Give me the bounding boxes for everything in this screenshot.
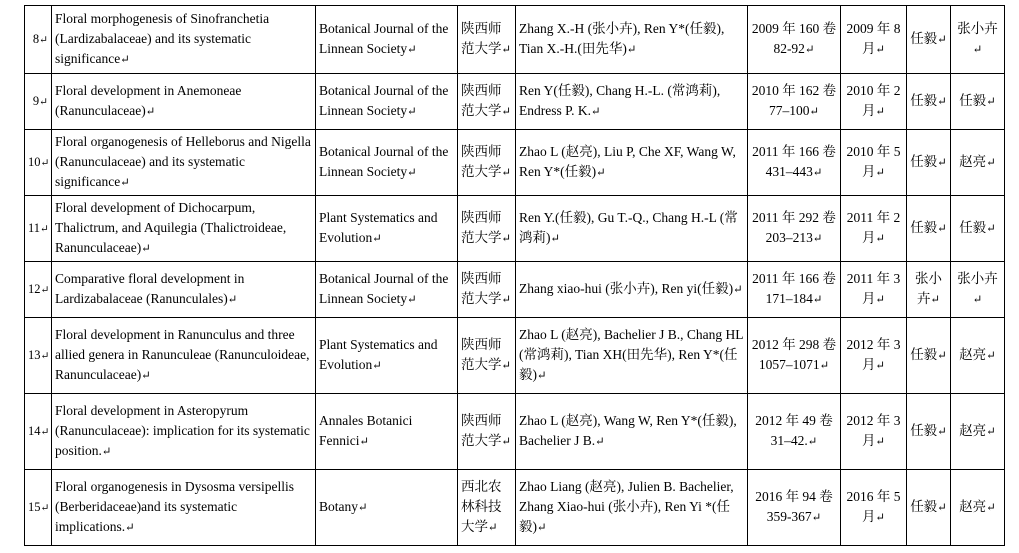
paragraph-mark-icon: ↵ bbox=[937, 223, 947, 235]
institution-cell bbox=[458, 470, 516, 546]
corresponding-author-cell bbox=[907, 196, 951, 262]
paragraph-mark-icon: ↵ bbox=[501, 294, 512, 306]
paragraph-mark-icon: ↵ bbox=[407, 44, 417, 56]
institution: 陕西师范大学 bbox=[461, 144, 502, 179]
paragraph-mark-icon: ↵ bbox=[875, 294, 886, 306]
institution-cell bbox=[458, 196, 516, 262]
corresponding-author-cell bbox=[907, 130, 951, 196]
paragraph-mark-icon: ↵ bbox=[537, 370, 547, 382]
first-author-cell bbox=[951, 74, 1005, 130]
corresponding-author-cell bbox=[907, 318, 951, 394]
authors-cell bbox=[516, 74, 748, 130]
first-author: 张小卉 bbox=[957, 21, 998, 36]
paragraph-mark-icon: ↵ bbox=[501, 436, 512, 448]
paragraph-mark-icon: ↵ bbox=[372, 360, 382, 372]
table-body bbox=[25, 6, 1005, 546]
table-row bbox=[25, 130, 1005, 196]
institution: 陕西师范大学 bbox=[461, 210, 502, 245]
paragraph-mark-icon: ↵ bbox=[875, 44, 886, 56]
paragraph-mark-icon: ↵ bbox=[819, 360, 830, 372]
paragraph-mark-icon: ↵ bbox=[986, 157, 996, 169]
institution: 陕西师范大学 bbox=[461, 271, 502, 306]
institution-cell bbox=[458, 74, 516, 130]
volume-pages-cell bbox=[748, 262, 841, 318]
paragraph-mark-icon: ↵ bbox=[986, 350, 996, 362]
table-row bbox=[25, 394, 1005, 470]
publication-date: 2010 年 2 月 bbox=[846, 83, 901, 118]
authors-cell bbox=[516, 394, 748, 470]
authors: Zhao Liang (赵亮), Julien B. Bachelier, Zhang Xiao-hui (张小卉), Ren Yi *(任毅) bbox=[519, 479, 734, 534]
publication-date-cell bbox=[841, 394, 907, 470]
paragraph-mark-icon: ↵ bbox=[733, 284, 743, 296]
first-author: 任毅 bbox=[959, 220, 987, 235]
row-number: 12 bbox=[28, 281, 41, 296]
authors-cell bbox=[516, 130, 748, 196]
volume-pages: 2011 年 292 卷 203–213 bbox=[752, 210, 836, 245]
publication-date: 2012 年 3 月 bbox=[846, 337, 901, 372]
publication-date-cell bbox=[841, 74, 907, 130]
corresponding-author: 任毅 bbox=[910, 499, 938, 514]
institution: 陕西师范大学 bbox=[461, 337, 502, 372]
paragraph-mark-icon: ↵ bbox=[875, 167, 886, 179]
corresponding-author-cell bbox=[907, 6, 951, 74]
journal-name: Botanical Journal of the Linnean Society bbox=[319, 144, 449, 179]
volume-pages: 2016 年 94 卷 359-367 bbox=[755, 489, 833, 524]
paragraph-mark-icon: ↵ bbox=[937, 502, 947, 514]
row-number: 9 bbox=[32, 93, 40, 108]
paragraph-mark-icon: ↵ bbox=[937, 350, 947, 362]
paragraph-mark-icon: ↵ bbox=[141, 370, 151, 382]
paragraph-mark-icon: ↵ bbox=[501, 233, 512, 245]
paragraph-mark-icon: ↵ bbox=[937, 34, 947, 46]
paragraph-mark-icon: ↵ bbox=[145, 106, 156, 118]
publication-date: 2010 年 5 月 bbox=[846, 144, 901, 179]
paragraph-mark-icon: ↵ bbox=[372, 233, 382, 245]
paragraph-mark-icon: ↵ bbox=[596, 167, 606, 179]
journal-name: Plant Systematics and Evolution bbox=[319, 337, 438, 372]
paragraph-mark-icon: ↵ bbox=[501, 44, 512, 56]
volume-pages-cell bbox=[748, 6, 841, 74]
paragraph-mark-icon: ↵ bbox=[875, 436, 886, 448]
publication-date-cell bbox=[841, 196, 907, 262]
corresponding-author: 任毅 bbox=[910, 347, 938, 362]
authors-cell bbox=[516, 6, 748, 74]
paper-title: Comparative floral development in Lardizabalaceae (Ranunculales) bbox=[55, 271, 245, 306]
paragraph-mark-icon: ↵ bbox=[488, 522, 498, 534]
row-number: 13 bbox=[28, 347, 41, 362]
paragraph-mark-icon: ↵ bbox=[972, 44, 983, 56]
authors: Zhao L (赵亮), Bachelier J B., Chang HL (常鸿莉), Tian XH(田先华), Ren Y*(任毅) bbox=[519, 327, 743, 382]
institution-cell bbox=[458, 130, 516, 196]
first-author-cell bbox=[951, 130, 1005, 196]
row-number-cell bbox=[25, 394, 52, 470]
publication-date-cell bbox=[841, 262, 907, 318]
publication-date: 2011 年 3 月 bbox=[846, 271, 901, 306]
paragraph-mark-icon: ↵ bbox=[40, 502, 50, 514]
journal-name-cell bbox=[316, 318, 458, 394]
paper-title-cell bbox=[52, 196, 316, 262]
row-number-cell bbox=[25, 6, 52, 74]
paragraph-mark-icon: ↵ bbox=[39, 34, 48, 46]
paper-title-cell bbox=[52, 130, 316, 196]
volume-pages-cell bbox=[748, 470, 841, 546]
journal-name: Botanical Journal of the Linnean Society bbox=[319, 271, 449, 306]
volume-pages: 2010 年 162 卷 77–100 bbox=[751, 83, 837, 118]
journal-name-cell bbox=[316, 196, 458, 262]
volume-pages: 2012 年 298 卷 1057–1071 bbox=[751, 337, 837, 372]
paragraph-mark-icon: ↵ bbox=[501, 167, 512, 179]
paragraph-mark-icon: ↵ bbox=[875, 106, 886, 118]
first-author: 赵亮 bbox=[959, 423, 987, 438]
journal-name-cell bbox=[316, 74, 458, 130]
table-row bbox=[25, 196, 1005, 262]
paragraph-mark-icon: ↵ bbox=[407, 106, 417, 118]
corresponding-author: 任毅 bbox=[910, 93, 938, 108]
paragraph-mark-icon: ↵ bbox=[501, 106, 512, 118]
paragraph-mark-icon: ↵ bbox=[809, 106, 820, 118]
paragraph-mark-icon: ↵ bbox=[227, 294, 238, 306]
paragraph-mark-icon: ↵ bbox=[812, 233, 823, 245]
table-row bbox=[25, 74, 1005, 130]
paragraph-mark-icon: ↵ bbox=[875, 512, 886, 524]
paragraph-mark-icon: ↵ bbox=[359, 436, 370, 448]
first-author: 赵亮 bbox=[959, 347, 987, 362]
journal-name: Annales Botanici Fennici bbox=[319, 413, 413, 448]
paper-title: Floral organogenesis of Helleborus and Nigella (Ranunculaceae) and its systematic significance bbox=[55, 134, 311, 189]
journal-name-cell bbox=[316, 470, 458, 546]
publication-date: 2011 年 2 月 bbox=[846, 210, 901, 245]
paper-title-cell bbox=[52, 262, 316, 318]
publication-date: 2016 年 5 月 bbox=[846, 489, 901, 524]
paragraph-mark-icon: ↵ bbox=[101, 446, 112, 458]
paragraph-mark-icon: ↵ bbox=[40, 284, 50, 296]
paragraph-mark-icon: ↵ bbox=[40, 426, 50, 438]
paragraph-mark-icon: ↵ bbox=[595, 436, 605, 448]
paragraph-mark-icon: ↵ bbox=[804, 44, 815, 56]
paper-title-cell bbox=[52, 470, 316, 546]
authors: Zhang X.-H (张小卉), Ren Y*(任毅), Tian X.-H.(田先华) bbox=[519, 21, 725, 56]
paragraph-mark-icon: ↵ bbox=[972, 294, 983, 306]
volume-pages: 2012 年 49 卷 31–42. bbox=[755, 413, 833, 448]
first-author: 赵亮 bbox=[959, 499, 987, 514]
paragraph-mark-icon: ↵ bbox=[141, 243, 151, 255]
institution: 西北农林科技大学 bbox=[461, 479, 502, 534]
paragraph-mark-icon: ↵ bbox=[40, 350, 50, 362]
table-row bbox=[25, 262, 1005, 318]
paragraph-mark-icon: ↵ bbox=[875, 360, 886, 372]
paragraph-mark-icon: ↵ bbox=[591, 106, 601, 118]
row-number: 14 bbox=[28, 423, 41, 438]
paragraph-mark-icon: ↵ bbox=[812, 167, 823, 179]
paragraph-mark-icon: ↵ bbox=[537, 522, 547, 534]
journal-name-cell bbox=[316, 394, 458, 470]
authors-cell bbox=[516, 196, 748, 262]
paragraph-mark-icon: ↵ bbox=[875, 233, 886, 245]
institution-cell bbox=[458, 262, 516, 318]
paragraph-mark-icon: ↵ bbox=[986, 426, 996, 438]
authors: Zhao L (赵亮), Liu P, Che XF, Wang W, Ren Y*(任毅) bbox=[519, 144, 736, 179]
table-row bbox=[25, 318, 1005, 394]
row-number-cell bbox=[25, 470, 52, 546]
publication-date: 2012 年 3 月 bbox=[846, 413, 901, 448]
institution-cell bbox=[458, 394, 516, 470]
row-number-cell bbox=[25, 196, 52, 262]
publication-date-cell bbox=[841, 470, 907, 546]
paper-title: Floral development in Ranunculus and three allied genera in Ranunculeae (Ranunculoideae, Ranunculaceae) bbox=[55, 327, 310, 382]
corresponding-author-cell bbox=[907, 394, 951, 470]
row-number-cell bbox=[25, 74, 52, 130]
paragraph-mark-icon: ↵ bbox=[407, 294, 417, 306]
paper-title-cell bbox=[52, 394, 316, 470]
paper-title-cell bbox=[52, 74, 316, 130]
table-row bbox=[25, 6, 1005, 74]
institution-cell bbox=[458, 318, 516, 394]
paper-title: Floral development in Anemoneae (Ranunculaceae) bbox=[55, 83, 242, 118]
authors-cell bbox=[516, 262, 748, 318]
paper-title: Floral morphogenesis of Sinofranchetia (Lardizabalaceae) and its systematic significance bbox=[55, 11, 270, 66]
first-author-cell bbox=[951, 196, 1005, 262]
first-author-cell bbox=[951, 6, 1005, 74]
corresponding-author: 任毅 bbox=[910, 220, 938, 235]
volume-pages-cell bbox=[748, 74, 841, 130]
paragraph-mark-icon: ↵ bbox=[120, 54, 130, 66]
volume-pages-cell bbox=[748, 196, 841, 262]
table-row bbox=[25, 470, 1005, 546]
corresponding-author-cell bbox=[907, 262, 951, 318]
first-author-cell bbox=[951, 470, 1005, 546]
corresponding-author: 张小卉 bbox=[915, 271, 942, 306]
corresponding-author-cell bbox=[907, 74, 951, 130]
corresponding-author: 任毅 bbox=[910, 31, 938, 46]
paragraph-mark-icon: ↵ bbox=[986, 96, 996, 108]
authors: Zhang xiao-hui (张小卉), Ren yi(任毅) bbox=[519, 281, 734, 296]
volume-pages: 2011 年 166 卷 431–443 bbox=[752, 144, 836, 179]
row-number-cell bbox=[25, 318, 52, 394]
paper-title-cell bbox=[52, 6, 316, 74]
row-number: 11 bbox=[28, 220, 41, 235]
paper-title: Floral organogenesis in Dysosma versipellis (Berberidaceae)and its systematic implications. bbox=[55, 479, 294, 534]
corresponding-author-cell bbox=[907, 470, 951, 546]
first-author-cell bbox=[951, 394, 1005, 470]
row-number: 15 bbox=[28, 499, 41, 514]
institution-cell bbox=[458, 6, 516, 74]
authors: Ren Y.(任毅), Gu T.-Q., Chang H.-L (常鸿莉) bbox=[519, 210, 738, 245]
row-number: 8 bbox=[32, 31, 40, 46]
paragraph-mark-icon: ↵ bbox=[986, 223, 996, 235]
journal-name: Botanical Journal of the Linnean Society bbox=[319, 21, 449, 56]
institution: 陕西师范大学 bbox=[461, 83, 502, 118]
paragraph-mark-icon: ↵ bbox=[937, 426, 947, 438]
journal-name-cell bbox=[316, 262, 458, 318]
journal-name: Botanical Journal of the Linnean Society bbox=[319, 83, 449, 118]
first-author-cell bbox=[951, 318, 1005, 394]
paper-title: Floral development in Asteropyrum (Ranunculaceae): implication for its systematic position. bbox=[55, 403, 310, 458]
journal-name-cell bbox=[316, 6, 458, 74]
first-author: 张小卉 bbox=[957, 271, 998, 286]
paragraph-mark-icon: ↵ bbox=[986, 502, 996, 514]
journal-name: Botany bbox=[319, 499, 358, 514]
volume-pages: 2011 年 166 卷 171–184 bbox=[752, 271, 836, 306]
publication-date-cell bbox=[841, 130, 907, 196]
paragraph-mark-icon: ↵ bbox=[39, 96, 48, 108]
publication-table bbox=[24, 5, 1005, 546]
first-author-cell bbox=[951, 262, 1005, 318]
paragraph-mark-icon: ↵ bbox=[811, 512, 822, 524]
paragraph-mark-icon: ↵ bbox=[937, 157, 947, 169]
paragraph-mark-icon: ↵ bbox=[501, 360, 512, 372]
publication-date-cell bbox=[841, 6, 907, 74]
row-number-cell bbox=[25, 130, 52, 196]
paragraph-mark-icon: ↵ bbox=[807, 436, 818, 448]
row-number-cell bbox=[25, 262, 52, 318]
volume-pages-cell bbox=[748, 130, 841, 196]
paragraph-mark-icon: ↵ bbox=[930, 294, 941, 306]
journal-name: Plant Systematics and Evolution bbox=[319, 210, 438, 245]
authors: Zhao L (赵亮), Wang W, Ren Y*(任毅), Bachelier J B. bbox=[519, 413, 737, 448]
authors-cell bbox=[516, 470, 748, 546]
corresponding-author: 任毅 bbox=[910, 154, 938, 169]
journal-name-cell bbox=[316, 130, 458, 196]
paragraph-mark-icon: ↵ bbox=[40, 157, 50, 169]
publication-date-cell bbox=[841, 318, 907, 394]
publication-date: 2009 年 8 月 bbox=[846, 21, 901, 56]
paper-title: Floral development of Dichocarpum, Thalictrum, and Aquilegia (Thalictroideae, Ranunculaceae) bbox=[55, 200, 287, 255]
volume-pages-cell bbox=[748, 318, 841, 394]
paragraph-mark-icon: ↵ bbox=[812, 294, 823, 306]
row-number: 10 bbox=[28, 154, 41, 169]
institution: 陕西师范大学 bbox=[461, 21, 502, 56]
authors-cell bbox=[516, 318, 748, 394]
first-author: 赵亮 bbox=[959, 154, 987, 169]
paragraph-mark-icon: ↵ bbox=[407, 167, 417, 179]
paper-title-cell bbox=[52, 318, 316, 394]
volume-pages-cell bbox=[748, 394, 841, 470]
paragraph-mark-icon: ↵ bbox=[358, 502, 368, 514]
volume-pages: 2009 年 160 卷 82-92 bbox=[751, 21, 837, 56]
paragraph-mark-icon: ↵ bbox=[937, 96, 947, 108]
institution: 陕西师范大学 bbox=[461, 413, 502, 448]
authors: Ren Y(任毅), Chang H.-L. (常鸿莉), Endress P. K. bbox=[519, 83, 721, 118]
paragraph-mark-icon: ↵ bbox=[120, 177, 130, 189]
paragraph-mark-icon: ↵ bbox=[40, 223, 49, 235]
corresponding-author: 任毅 bbox=[910, 423, 938, 438]
paragraph-mark-icon: ↵ bbox=[125, 522, 135, 534]
paragraph-mark-icon: ↵ bbox=[626, 44, 637, 56]
first-author: 任毅 bbox=[959, 93, 987, 108]
paragraph-mark-icon: ↵ bbox=[550, 233, 561, 245]
